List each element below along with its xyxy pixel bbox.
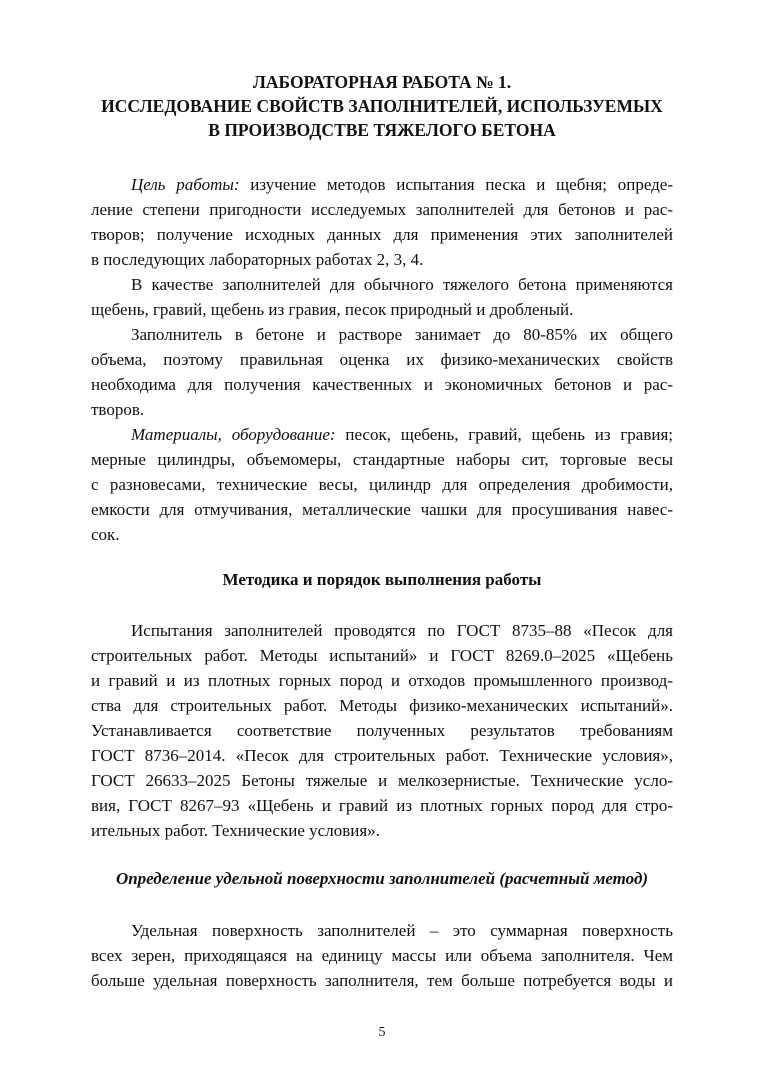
goal-line: творов; получение исходных данных для применения этих заполнителей xyxy=(91,225,673,244)
page-title xyxy=(90,70,674,142)
goal-label: Цель работы: xyxy=(131,175,240,194)
goal-line: в последующих лабораторных работах 2, 3, 4. xyxy=(91,250,424,269)
goal-line: ление степени пригодности исследуемых заполнителей для бетонов и рас- xyxy=(91,200,673,219)
surface-line: Удельная поверхность заполнителей – это суммарная поверхность xyxy=(131,921,673,940)
aggregates-line: щебень, гравий, щебень из гравия, песок природный и дробленый. xyxy=(91,300,574,319)
goal-line: Цель работы: изучение методов испытания песка и щебня; опреде- xyxy=(131,175,673,194)
method-line: ительных работ. Технические условия». xyxy=(91,821,380,840)
aggregates-line: В качестве заполнителей для обычного тяжелого бетона применяются xyxy=(131,275,673,294)
surface-paragraph xyxy=(91,918,673,993)
volume-line: творов. xyxy=(91,400,145,419)
volume-line: Заполнитель в бетоне и растворе занимает до 80-85% их общего xyxy=(131,325,673,344)
volume-paragraph xyxy=(91,322,673,422)
method-line: ГОСТ 8736–2014. «Песок для строительных работ. Технические условия», xyxy=(91,746,673,765)
materials-line: емкости для отмучивания, металлические чашки для просушивания навес- xyxy=(91,500,673,519)
method-heading: Методика и порядок выполнения работы xyxy=(222,570,542,589)
method-line: Устанавливается соответствие полученных результатов требованиям xyxy=(91,721,673,740)
title-line-2: ИССЛЕДОВАНИЕ СВОЙСТВ ЗАПОЛНИТЕЛЕЙ, ИСПОЛЬЗУЕМЫХ xyxy=(101,96,663,116)
materials-paragraph xyxy=(91,422,673,547)
volume-line: необходима для получения качественных и экономичных бетонов и рас- xyxy=(91,375,673,394)
goal-paragraph xyxy=(91,172,673,272)
method-line: и гравий и из плотных горных пород и отходов промышленного производ- xyxy=(91,671,673,690)
method-line: Испытания заполнителей проводятся по ГОСТ 8735–88 «Песок для xyxy=(131,621,673,640)
title-line-3: В ПРОИЗВОДСТВЕ ТЯЖЕЛОГО БЕТОНА xyxy=(208,120,556,140)
page-number: 5 xyxy=(378,1025,386,1040)
surface-line: больше удельная поверхность заполнителя, тем больше потребуется воды и xyxy=(91,971,673,990)
materials-line: мерные цилиндры, объемомеры, стандартные наборы сит, торговые весы xyxy=(91,450,673,469)
aggregates-paragraph xyxy=(91,272,673,322)
method-line: ства для строительных работ. Методы физико-механических испытаний». xyxy=(91,696,673,715)
method-paragraph xyxy=(91,618,673,843)
method-line: вия, ГОСТ 8267–93 «Щебень и гравий из плотных горных пород для стро- xyxy=(91,796,673,815)
materials-line: с разновесами, технические весы, цилиндр для определения дробимости, xyxy=(91,475,673,494)
title-line-1: ЛАБОРАТОРНАЯ РАБОТА № 1. xyxy=(252,72,512,92)
method-line: строительных работ. Методы испытаний» и ГОСТ 8269.0–2025 «Щебень xyxy=(91,646,673,665)
method-line: ГОСТ 26633–2025 Бетоны тяжелые и мелкозернистые. Технические усло- xyxy=(91,771,673,790)
surface-line: всех зерен, приходящаяся на единицу массы или объема заполнителя. Чем xyxy=(91,946,673,965)
volume-line: объема, поэтому правильная оценка их физико-механических свойств xyxy=(91,350,673,369)
materials-label: Материалы, оборудование: xyxy=(131,425,336,444)
materials-line: Материалы, оборудование: песок, щебень, гравий, щебень из гравия; xyxy=(131,425,673,444)
surface-heading: Определение удельной поверхности заполнителей (расчетный метод) xyxy=(115,869,649,888)
materials-line: сок. xyxy=(91,525,120,544)
